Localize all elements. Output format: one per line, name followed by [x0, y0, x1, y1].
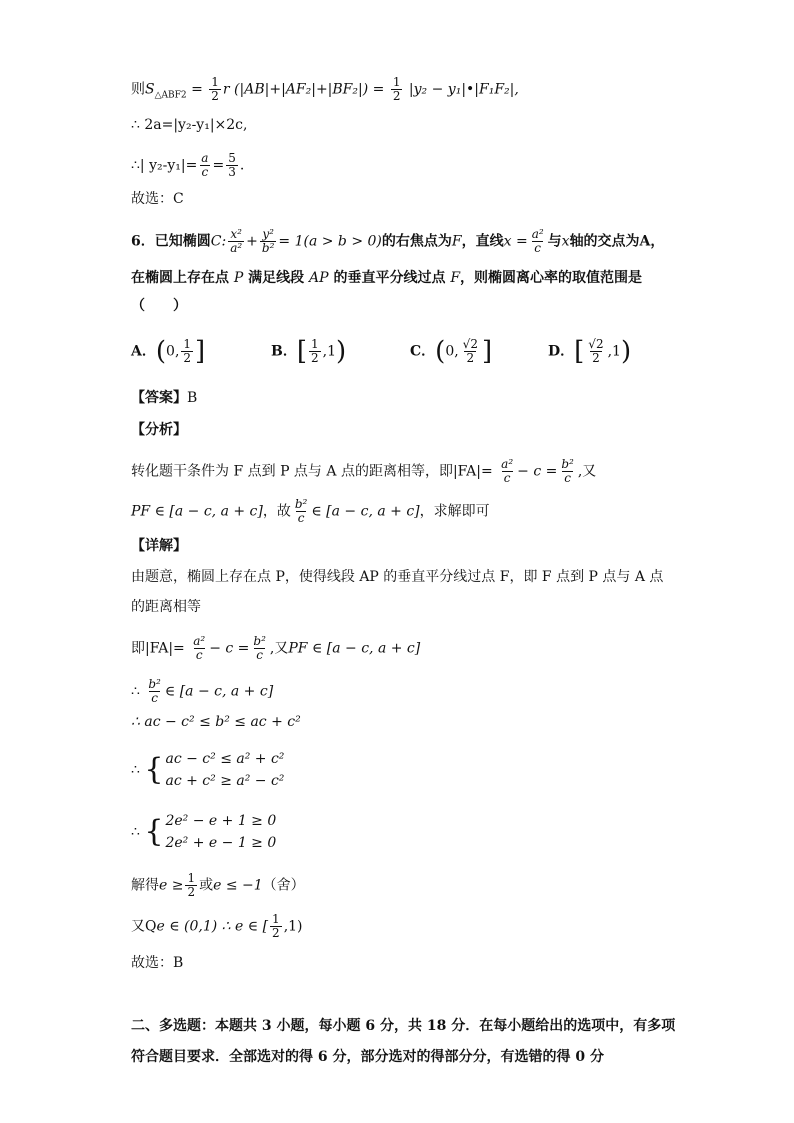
denominator: c: [564, 471, 571, 485]
numerator: a²: [501, 457, 514, 471]
fraction: [209, 76, 221, 103]
math-expression: PF ∈ [a − c, a + c]: [131, 503, 263, 520]
analysis-line-1: [131, 458, 596, 485]
numerator: √2: [462, 337, 478, 351]
question-6-blank: （ ）: [131, 298, 187, 314]
paren-right: ): [336, 336, 347, 367]
numerator: a²: [193, 634, 206, 648]
text: 转化题干条件为 F 点到 P 点与 A 点的距离相等，即|FA|=: [131, 463, 493, 480]
denominator: 2: [592, 351, 600, 365]
denominator: 2: [311, 351, 319, 365]
math-expression: ∈ [a − c, a + c]: [311, 503, 420, 520]
math-symbol: AP: [309, 270, 329, 286]
answer-value: B: [187, 390, 198, 406]
fraction: [146, 678, 163, 705]
subscript: △ABF: [154, 90, 181, 101]
inequality: ac + c² ≥ a² − c²: [165, 773, 285, 789]
denominator: 2: [183, 351, 192, 365]
math-expression: = 1(a > b > 0): [278, 233, 382, 250]
detail-step-7: [131, 913, 303, 940]
answer-label: 【答案】: [131, 390, 187, 406]
fraction: [293, 498, 310, 525]
fraction: [228, 228, 244, 255]
detail-step-6: [131, 872, 305, 899]
denominator: 3: [228, 165, 236, 179]
fraction: [226, 152, 238, 179]
option-a: [131, 338, 205, 365]
numerator: x²: [230, 227, 242, 241]
question-6-line-2: [131, 268, 642, 288]
choice-line: 故选：C: [131, 191, 184, 207]
fraction: [191, 635, 207, 662]
math-symbol: r: [222, 81, 230, 98]
inequality: 2e² − e + 1 ≥ 0: [165, 813, 277, 829]
brace: {: [144, 752, 164, 787]
numerator: √2: [588, 337, 604, 351]
numerator: b²: [561, 457, 574, 471]
numerator: y²: [262, 227, 274, 241]
fraction: [461, 338, 480, 365]
numerator: 5: [228, 151, 236, 165]
fraction: [391, 76, 403, 103]
numerator: a: [201, 151, 209, 165]
option-label: A．: [131, 343, 156, 360]
math-expression: e ≤ −1: [213, 877, 263, 894]
text: 即|FA|=: [131, 640, 185, 657]
numerator: b²: [294, 497, 308, 511]
denominator: 2: [392, 89, 401, 103]
math-expression: (|AB|+|AF₂|+|BF₂|): [234, 81, 369, 98]
fraction: [251, 635, 268, 662]
option-c: [410, 338, 492, 365]
text: 的右焦点为: [381, 233, 452, 250]
detail-paragraph-2: 的距离相等: [131, 599, 201, 615]
text: 在椭圆上存在点: [131, 270, 229, 286]
text: ,1: [322, 343, 336, 360]
bracket-left: [: [574, 336, 585, 367]
denominator: a²: [230, 241, 243, 255]
fraction: [270, 913, 282, 940]
numerator: 1: [311, 337, 319, 351]
section-2-line-1: 二、多选题：本题共 3 小题，每小题 6 分，共 18 分．在每小题给出的选项中，有多项: [131, 1018, 676, 1034]
paren-left: (: [435, 336, 446, 367]
text: ,又: [269, 640, 289, 657]
question-6-line-1: [131, 228, 664, 255]
therefore: ∴: [131, 762, 140, 778]
bracket-left: [: [296, 336, 307, 367]
fraction: [586, 338, 605, 365]
math-expression: − c =: [517, 463, 558, 480]
text: ,1: [607, 343, 621, 360]
denominator: c: [503, 471, 511, 485]
inequality: ac − c² ≤ a² + c²: [165, 751, 285, 767]
text: 解得: [131, 877, 159, 894]
text: ，直线: [461, 233, 504, 250]
math-expression: x =: [503, 233, 528, 250]
derivation-line: ∴ 2a=|y₂-y₁|×2c,: [131, 117, 248, 133]
equals: =: [372, 81, 385, 98]
detail-step-3: ∴ ac − c² ≤ b² ≤ ac + c²: [131, 714, 301, 730]
fraction: [559, 458, 576, 485]
numerator: 1: [187, 871, 196, 885]
option-b: [271, 338, 346, 365]
text: 或: [199, 877, 214, 894]
option-label: D．: [548, 343, 575, 360]
math-symbol: P: [233, 270, 244, 286]
text: .: [239, 157, 245, 174]
inequality-system: [165, 748, 284, 792]
numerator: 1: [183, 337, 192, 351]
numerator: b²: [148, 677, 161, 691]
text: 则: [131, 81, 145, 98]
detail-step-1: [131, 635, 420, 662]
paren-right: ): [620, 336, 632, 367]
bracket-right: ]: [481, 336, 493, 367]
text: ,又: [577, 463, 597, 480]
math-expression: |y₂ − y₁|•|F₁F₂|,: [408, 81, 519, 98]
denominator: c: [195, 648, 203, 662]
plus: +: [246, 233, 258, 250]
option-label: C．: [410, 343, 436, 360]
numerator: b²: [253, 634, 266, 648]
bracket-right: ]: [195, 336, 206, 367]
brace: {: [144, 814, 164, 849]
section-2-line-2: 符合题目要求．全部选对的得 6 分，部分选对的得部分分，有选错的得 0 分: [131, 1049, 604, 1065]
result-line: [131, 152, 244, 179]
paren-left: (: [155, 336, 167, 367]
math-symbol: S: [145, 81, 155, 98]
numerator: 1: [272, 912, 280, 926]
numerator: a²: [531, 227, 544, 241]
fraction: [499, 458, 515, 485]
inequality-system: [165, 810, 276, 854]
text: 又Q: [131, 918, 157, 935]
inequality: 2e² + e − 1 ≥ 0: [165, 835, 277, 851]
denominator: 2: [272, 926, 280, 940]
text: 轴的交点为A，: [569, 233, 665, 250]
denominator: b²: [261, 241, 275, 255]
math-symbol: F: [451, 233, 462, 250]
therefore: ∴: [131, 683, 140, 700]
detail-step-2: [131, 678, 273, 705]
text: ，故: [262, 503, 291, 520]
math-expression: e ≥: [159, 877, 184, 894]
area-formula-line: [131, 76, 519, 103]
text: 与: [547, 233, 562, 250]
denominator: c: [201, 165, 209, 179]
subscript: 2: [180, 90, 187, 101]
detail-paragraph-1: 由题意，椭圆上存在点 P，使得线段 AP 的垂直平分线过点 F，即 F 点到 P 点与 A 点: [131, 569, 664, 585]
question-number: 6．已知椭圆: [131, 233, 211, 250]
analysis-label: 【分析】: [131, 422, 187, 438]
math-symbol: x: [561, 233, 570, 250]
denominator: c: [256, 648, 264, 662]
detail-step-5: [131, 810, 276, 854]
denominator: c: [151, 691, 158, 705]
denominator: c: [297, 511, 305, 525]
equals: =: [212, 157, 225, 174]
math-expression: e ∈ (0,1) ∴ e ∈ [: [156, 918, 269, 935]
fraction: [185, 872, 197, 899]
fraction: [199, 152, 210, 179]
option-label: B．: [271, 343, 297, 360]
fraction: [181, 338, 193, 365]
text: ∴| y₂-y₁|=: [131, 157, 198, 174]
denominator: 2: [187, 885, 196, 899]
denominator: 2: [211, 89, 219, 103]
text: （舍）: [262, 877, 305, 894]
denominator: c: [534, 241, 542, 255]
math-expression: ∈ [a − c, a + c]: [164, 683, 274, 700]
detail-label: 【详解】: [131, 538, 187, 554]
therefore: ∴: [131, 824, 140, 840]
detail-step-4: [131, 748, 284, 792]
math-expression: PF ∈ [a − c, a + c]: [288, 640, 421, 657]
fraction: [530, 228, 546, 255]
analysis-line-2: [131, 498, 490, 525]
numerator: 1: [392, 75, 401, 89]
detail-conclusion: 故选：B: [131, 955, 184, 971]
fraction: [260, 228, 277, 255]
answer-line: [131, 388, 197, 408]
text: 0,: [166, 343, 180, 360]
math-symbol: F: [450, 270, 461, 286]
text: ，则椭圆离心率的取值范围是: [460, 270, 643, 286]
numerator: 1: [211, 75, 219, 89]
text: 的垂直平分线过点: [333, 270, 446, 286]
option-d: [548, 338, 631, 365]
math-symbol: C:: [210, 233, 227, 250]
math-expression: − c =: [209, 640, 250, 657]
fraction: [309, 338, 321, 365]
text: ，求解即可: [419, 503, 490, 520]
text: 0,: [445, 343, 459, 360]
math-expression: ,1): [283, 918, 303, 935]
equals: =: [191, 81, 203, 98]
text: 满足线段: [248, 270, 305, 286]
denominator: 2: [466, 351, 475, 365]
